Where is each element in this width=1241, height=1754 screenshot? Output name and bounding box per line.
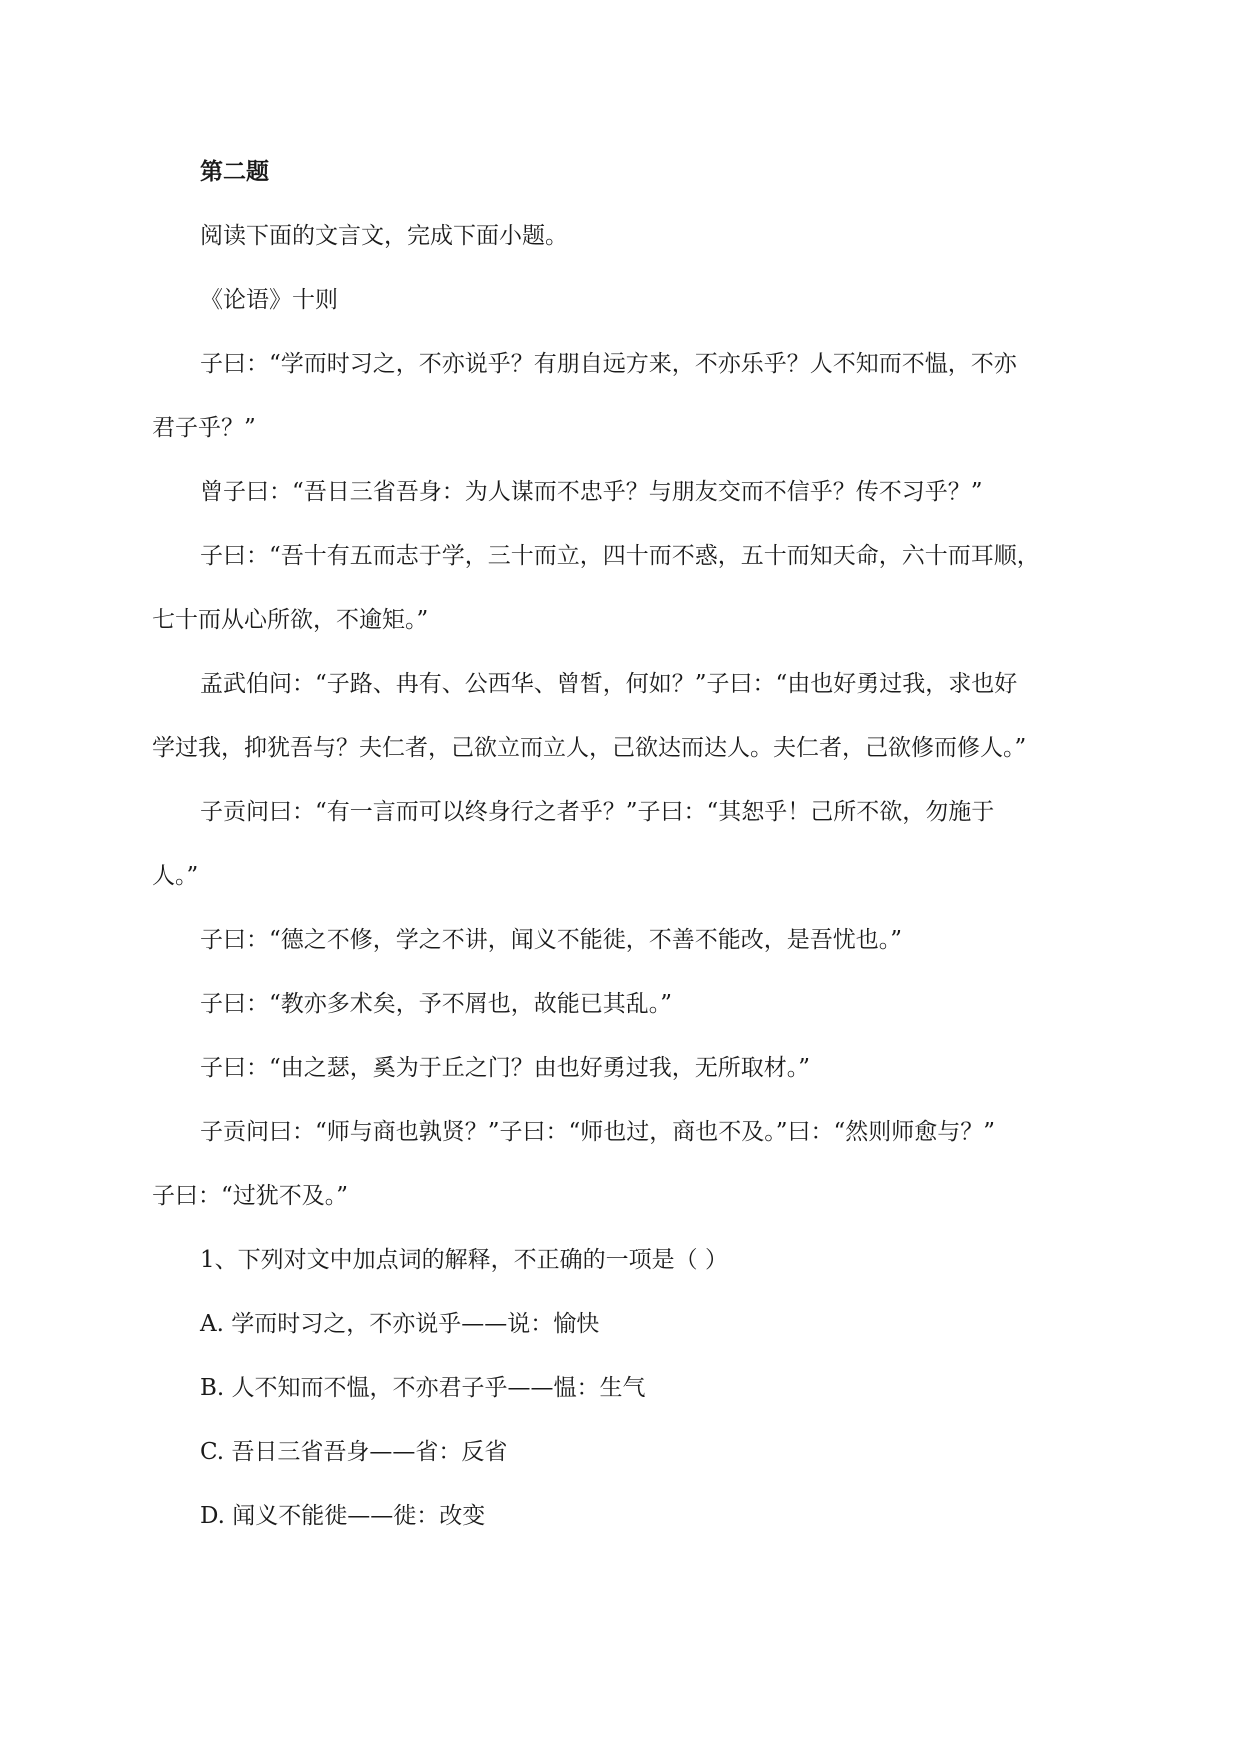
passage-line: 子曰：“吾十有五而志于学，三十而立，四十而不惑，五十而知天命，六十而耳顺， xyxy=(200,543,1040,569)
option-c: C. 吾日三省吾身——省：反省 xyxy=(200,1439,508,1465)
passage-line: 子曰：“教亦多术矣，予不屑也，故能已其乱。” xyxy=(200,991,673,1017)
option-d: D. 闻义不能徙——徙：改变 xyxy=(200,1503,486,1529)
passage-line: 孟武伯问：“子路、冉有、公西华、曾皙，何如？”子曰：“由也好勇过我，求也好 xyxy=(200,671,1018,697)
passage-line: 七十而从心所欲，不逾矩。” xyxy=(152,607,429,633)
passage-title: 《论语》十则 xyxy=(200,287,338,313)
passage-line: 君子乎？” xyxy=(152,415,256,441)
passage-line: 曾子曰：“吾日三省吾身：为人谋而不忠乎？与朋友交而不信乎？传不习乎？” xyxy=(200,479,983,505)
option-a: A. 学而时习之，不亦说乎——说：愉快 xyxy=(200,1311,600,1337)
instruction-text: 阅读下面的文言文，完成下面小题。 xyxy=(200,223,568,249)
question-stem: 1、下列对文中加点词的解释，不正确的一项是（ ） xyxy=(200,1247,728,1273)
passage-line: 子曰：“由之瑟，奚为于丘之门？由也好勇过我，无所取材。” xyxy=(200,1055,811,1081)
passage-line: 子曰：“德之不修，学之不讲，闻义不能徙，不善不能改，是吾忧也。” xyxy=(200,927,903,953)
passage xyxy=(152,332,1092,1228)
passage-line: 学过我，抑犹吾与？夫仁者，己欲立而立人，己欲达而达人。夫仁者，己欲修而修人。” xyxy=(152,735,1027,761)
passage-line: 子贡问曰：“有一言而可以终身行之者乎？”子曰：“其恕乎！己所不欲，勿施于 xyxy=(200,799,995,825)
passage-line: 子贡问曰：“师与商也孰贤？”子曰：“师也过，商也不及。”曰：“然则师愈与？” xyxy=(200,1119,996,1145)
passage-line: 子曰：“过犹不及。” xyxy=(152,1183,349,1209)
passage-line: 人。” xyxy=(152,863,199,889)
passage-line: 子曰：“学而时习之，不亦说乎？有朋自远方来，不亦乐乎？人不知而不愠，不亦 xyxy=(200,351,1017,377)
section-heading: 第二题 xyxy=(200,158,269,185)
document-body xyxy=(152,140,1092,1548)
question-block xyxy=(152,1228,1092,1548)
option-b: B. 人不知而不愠，不亦君子乎——愠：生气 xyxy=(200,1375,646,1401)
